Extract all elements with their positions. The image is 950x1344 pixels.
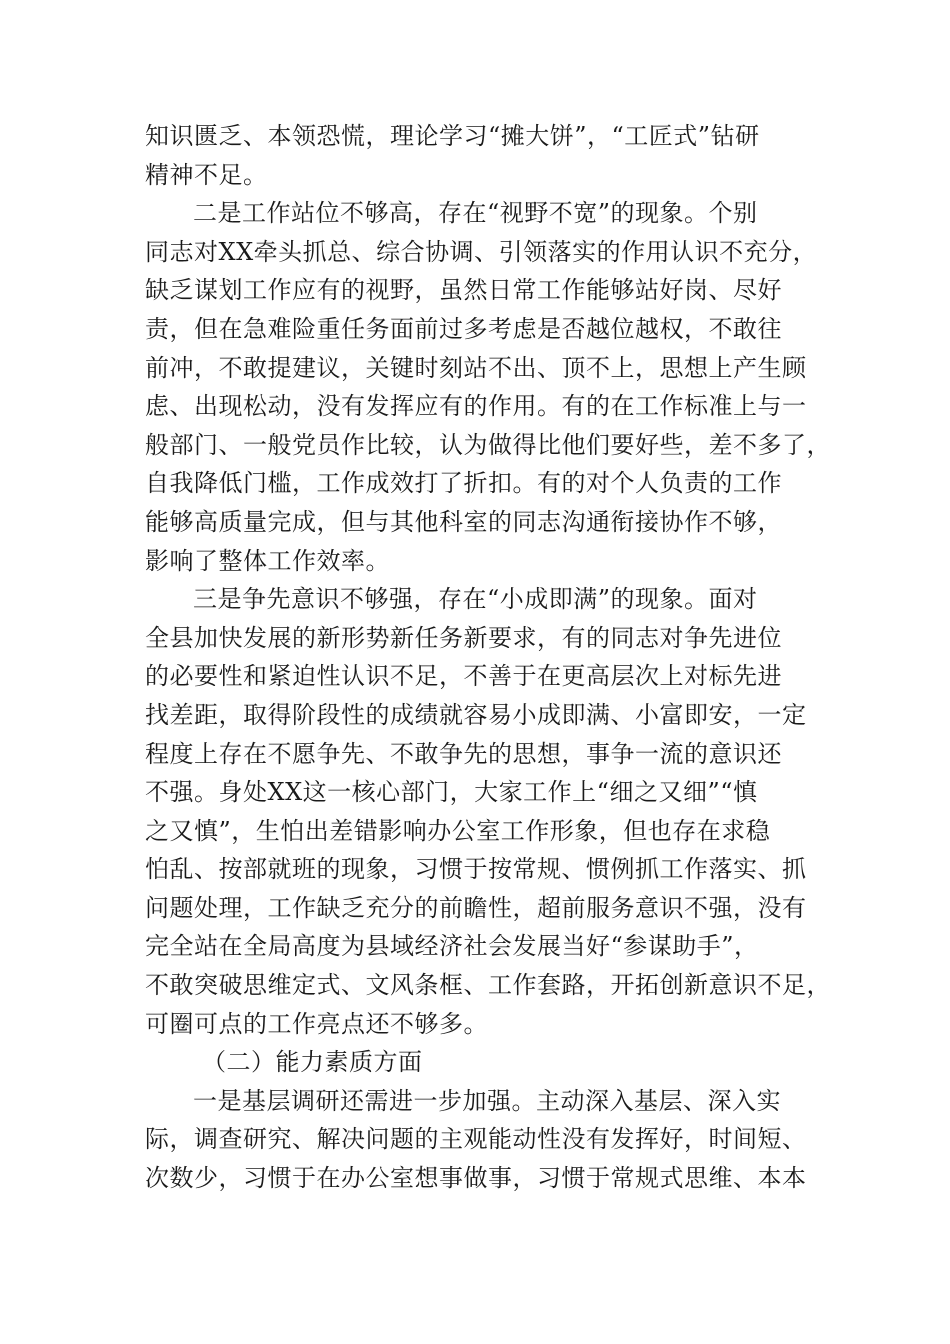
text-line: 不敢突破思维定式、文风条框、工作套路，开拓创新意识不足， xyxy=(145,971,831,1000)
text-line: 能够高质量完成，但与其他科室的同志沟通衔接协作不够， xyxy=(145,507,782,536)
text-line: 际，调查研究、解决问题的主观能动性没有发挥好，时间短、 xyxy=(145,1125,807,1154)
text-line: 前冲，不敢提建议，关键时刻站不出、顶不上，思想上产生顾 xyxy=(145,353,807,382)
text-line: 知识匮乏、本领恐慌，理论学习“摊大饼”，“工匠式”钻研 xyxy=(145,122,760,150)
text-line: 怕乱、按部就班的现象，习惯于按常规、惯例抓工作落实、抓 xyxy=(145,855,807,884)
text-line: 之又慎”，生怕出差错影响办公室工作形象，但也存在求稳 xyxy=(145,816,771,845)
section-heading: （二）能力素质方面 xyxy=(202,1048,423,1077)
text-line: 同志对XX牵头抓总、综合协调、引领落实的作用认识不充分， xyxy=(145,237,818,266)
paragraph-start-line: 二是工作站位不够高，存在“视野不宽”的现象。个别 xyxy=(193,199,758,228)
text-line: 责，但在急难险重任务面前过多考虑是否越位越权，不敢往 xyxy=(145,314,782,343)
text-line: 般部门、一般党员作比较，认为做得比他们要好些，差不多了， xyxy=(145,430,831,459)
text-line: 缺乏谋划工作应有的视野，虽然日常工作能够站好岗、尽好 xyxy=(145,276,782,305)
text-line: 虑、出现松动，没有发挥应有的作用。有的在工作标准上与一 xyxy=(145,392,807,421)
text-line: 全县加快发展的新形势新任务新要求，有的同志对争先进位 xyxy=(145,623,782,652)
document-body xyxy=(145,117,831,1198)
text-line: 找差距，取得阶段性的成绩就容易小成即满、小富即安，一定 xyxy=(145,700,807,729)
text-line: 不强。身处XX这一核心部门，大家工作上“细之又细”“慎 xyxy=(145,778,758,807)
paragraph-start-line: 三是争先意识不够强，存在“小成即满”的现象。面对 xyxy=(193,585,758,614)
text-line: 程度上存在不愿争先、不敢争先的思想，事争一流的意识还 xyxy=(145,739,782,768)
text-line: 问题处理，工作缺乏充分的前瞻性，超前服务意识不强，没有 xyxy=(145,893,807,922)
text-line: 的必要性和紧迫性认识不足，不善于在更高层次上对标先进 xyxy=(145,662,782,691)
text-line: 可圈可点的工作亮点还不够多。 xyxy=(145,1009,488,1038)
text-line: 影响了整体工作效率。 xyxy=(145,546,390,575)
text-line: 次数少，习惯于在办公室想事做事，习惯于常规式思维、本本 xyxy=(145,1164,807,1193)
text-line: 精神不足。 xyxy=(145,160,268,189)
paragraph-start-line: 一是基层调研还需进一步加强。主动深入基层、深入实 xyxy=(193,1086,781,1115)
text-line: 自我降低门槛，工作成效打了折扣。有的对个人负责的工作 xyxy=(145,469,782,498)
text-line: 完全站在全局高度为县域经济社会发展当好“参谋助手”， xyxy=(145,932,759,961)
